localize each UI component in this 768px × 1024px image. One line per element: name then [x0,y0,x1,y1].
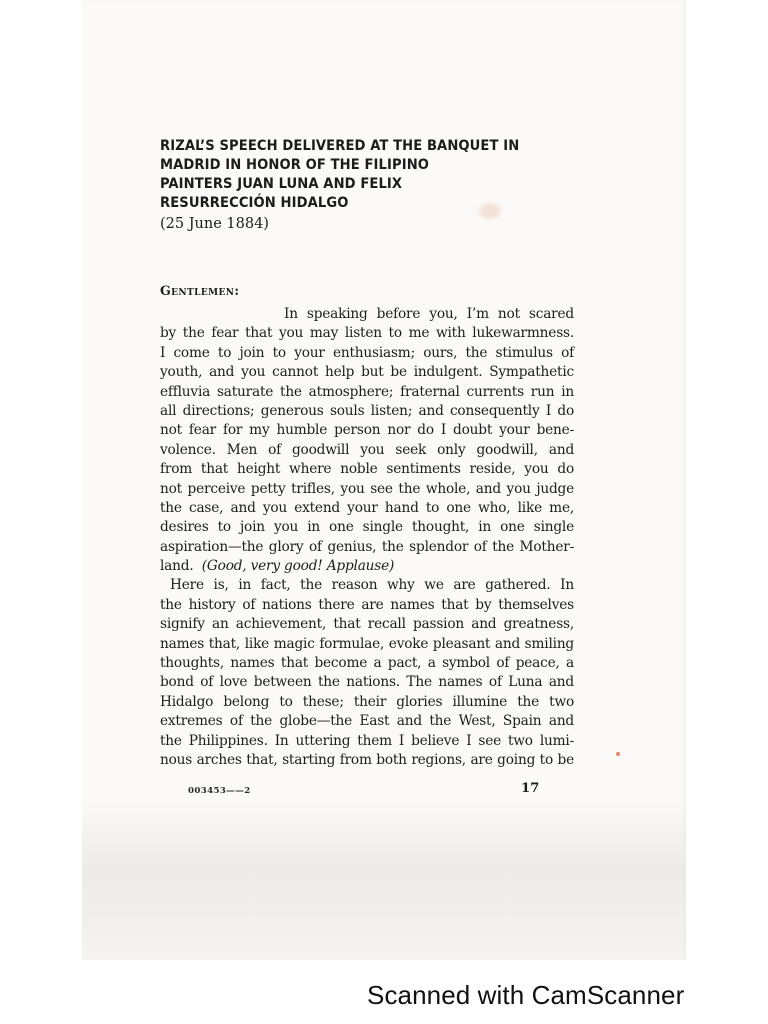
text-line: by the fear that you may listen to me with lukewarmness. [160,325,574,342]
text-line: Hidalgo belong to these; their glories illumine the two [160,693,574,710]
text-line: the case, and you extend your hand to one who, like me, [160,499,574,516]
text-line: the Philippines. In uttering them I believe I see two lumi- [160,732,574,749]
text-line: thoughts, names that become a pact, a symbol of peace, a [160,655,574,672]
title-line: RESURRECCIÓN HIDALGO [160,194,349,211]
text-line: youth, and you cannot help but be indulgent. Sympathetic [160,364,574,381]
speech-title [160,136,580,212]
text-line: aspiration—the glory of genius, the splendor of the Mother- [160,538,574,555]
text-line: the history of nations there are names that by themselves [160,596,574,613]
text-line: bond of love between the nations. The names of Luna and [160,674,574,691]
text-line: desires to join you in one single thought, in one single [160,519,574,536]
salutation: Gentlemen: [160,283,240,298]
text-line: not perceive petty trifles, you see the whole, and you judge [160,480,574,497]
text-line: all directions; generous souls listen; and consequently I do [160,402,574,419]
speech-body [160,305,574,770]
text-line: I come to join to your enthusiasm; ours, the stimulus of [160,344,574,361]
text-line: from that height where noble sentiments reside, you do [160,461,574,478]
speech-date: (25 June 1884) [160,216,269,232]
text-line: effluvia saturate the atmosphere; fraternal currents run in [160,383,574,400]
text-line: nous arches that, starting from both regions, are going to be [160,751,574,768]
text-line: names that, like magic formulae, evoke pleasant and smiling [160,635,574,652]
text-fragment: land. [160,558,194,575]
text-line: volence. Men of goodwill you seek only goodwill, and [160,441,574,458]
text-line: extremes of the globe—the East and the West, Spain and [160,713,574,730]
title-line: PAINTERS JUAN LUNA AND FELIX [160,175,403,192]
title-line: RIZAL’S SPEECH DELIVERED AT THE BANQUET IN [160,137,520,154]
print-code: 003453——2 [188,786,251,796]
text-line: In speaking before you, I’m not scared [284,306,574,322]
text-line-last [160,557,574,576]
applause-note: (Good, very good! Applause) [201,558,395,575]
text-line: Here is, in fact, the reason why we are gathered. In [170,577,574,594]
text-line: not fear for my humble person nor do I doubt your bene- [160,422,574,439]
page-shadow [82,800,686,960]
paper-speck [616,752,620,756]
title-line: MADRID IN HONOR OF THE FILIPINO [160,156,430,173]
page-number: 17 [521,781,540,796]
camscanner-watermark: Scanned with CamScanner [367,980,685,1010]
text-line: signify an achievement, that recall passion and greatness, [160,616,574,633]
